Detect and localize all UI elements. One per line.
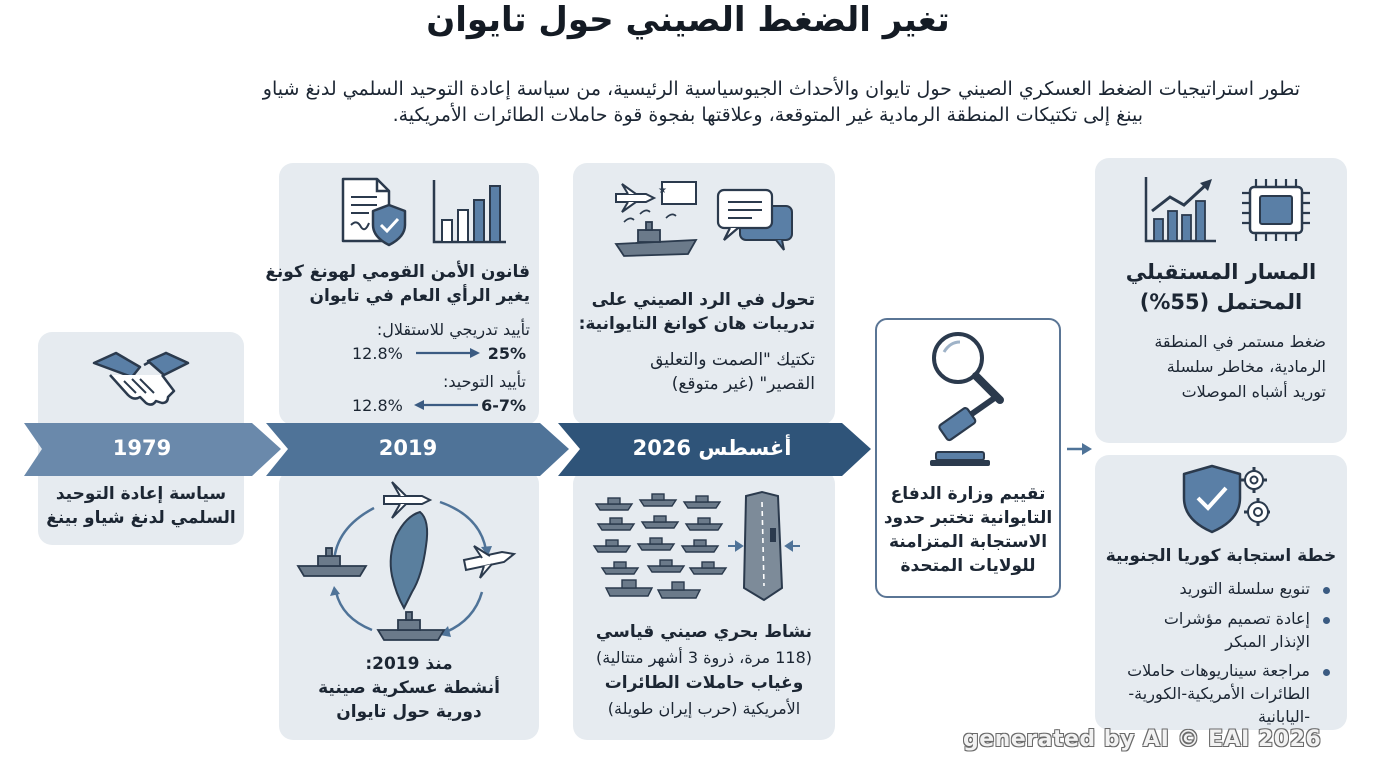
card-2019-heading-2: يغير الرأي العام في تايوان xyxy=(309,286,530,306)
card-2019b-line-2: أنشطة عسكرية صينية xyxy=(318,678,500,698)
warship-icon-1 xyxy=(298,548,366,576)
aircraft-flag-ship-icon xyxy=(612,178,702,260)
korea-item-3-line-3: -اليابانية xyxy=(1258,707,1310,726)
subtitle-line-2: بينغ إلى تكتيكات المنطقة الرمادية غير المتوقعة، وعلاقتها بفجوة قوة حاملات الطائرات الأمريكية. xyxy=(392,104,1143,126)
card-2019-heading-1: قانون الأمن القومي لهونغ كونغ xyxy=(265,262,530,282)
korea-heading: خطة استجابة كوريا الجنوبية xyxy=(1105,546,1337,566)
korea-item-3-line-1: مراجعة سيناريوهات حاملات xyxy=(1127,661,1310,680)
decrease-arrow xyxy=(412,398,480,412)
independence-label: تأييد تدريجي للاستقلال: xyxy=(376,320,530,339)
future-heading-1: المسار المستقبلي xyxy=(1125,260,1317,284)
microchip-icon xyxy=(1238,175,1312,245)
korea-item-2-line-2: الإنذار المبكر xyxy=(1225,632,1310,651)
subtitle-line-1: تطور استراتيجيات الضغط العسكري الصيني حول تايوان والأحداث الجيوسياسية الرئيسية، من سياسة إعادة التوحيد السلمي لدنغ شياو xyxy=(262,78,1300,100)
card-2019b-line-3: دورية حول تايوان xyxy=(336,702,482,722)
card-2019b-line-1: منذ 2019: xyxy=(365,654,453,674)
korea-bullet-1 xyxy=(1323,587,1330,594)
label-aug-2026: أغسطس 2026 xyxy=(632,436,792,460)
future-body-2: الرمادية، مخاطر سلسلة xyxy=(1166,357,1326,376)
unification-from: 6-7% xyxy=(481,396,526,415)
watermark: generated by AI © EAI 2026 xyxy=(963,727,1322,752)
assessment-line-2: التايوانية تختبر حدود xyxy=(883,508,1053,528)
growth-chart-icon xyxy=(1142,175,1218,245)
page-title: تغير الضغط الصيني حول تايوان xyxy=(426,0,950,40)
future-body-3: توريد أشباه الموصلات xyxy=(1181,382,1326,401)
taiwan-cycle-icon xyxy=(296,480,524,648)
connector-arrowhead xyxy=(1082,443,1092,455)
bar-chart-icon xyxy=(430,178,508,246)
magnifier-gavel-icon xyxy=(922,326,1016,468)
korea-bullet-2 xyxy=(1323,617,1330,624)
card-2026b-line-4: الأمريكية (حرب إيران طويلة) xyxy=(607,699,801,718)
fighter-jet-icon-1 xyxy=(384,482,430,518)
future-body-1: ضغط مستمر في المنطقة xyxy=(1154,332,1326,351)
korea-bullet-3 xyxy=(1323,669,1330,676)
card-1979-line-2: السلمي لدنغ شياو بينغ xyxy=(46,508,236,528)
increase-arrow xyxy=(414,346,482,360)
handshake-icon xyxy=(88,345,194,411)
unification-to: 12.8% xyxy=(352,396,403,415)
korea-item-1-line-1: تنويع سلسلة التوريد xyxy=(1179,579,1310,598)
document-shield-icon xyxy=(337,175,409,247)
independence-from: 12.8% xyxy=(352,344,403,363)
warship-icon-2 xyxy=(378,612,444,640)
svg-text:★: ★ xyxy=(658,185,667,196)
assessment-line-1: تقييم وزارة الدفاع xyxy=(890,484,1046,504)
assessment-line-4: للولايات المتحدة xyxy=(900,556,1036,576)
card-2026-heading-2: تدريبات هان كوانغ التايوانية: xyxy=(578,314,815,334)
korea-item-3-line-2: الطائرات الأمريكية-الكورية- xyxy=(1128,684,1310,703)
card-1979-line-1: سياسة إعادة التوحيد xyxy=(55,484,227,504)
card-2026-heading-1: تحول في الرد الصيني على xyxy=(591,290,815,310)
shield-gears-icon xyxy=(1180,462,1270,534)
card-2026-body-2: القصير" (غير متوقع) xyxy=(671,374,815,394)
chat-bubbles-icon xyxy=(716,188,796,252)
naval-fleet-icon xyxy=(592,488,814,606)
independence-to: 25% xyxy=(487,344,526,363)
card-2026b-line-2: (118 مرة، ذروة 3 أشهر متتالية) xyxy=(595,648,812,667)
card-2026b-line-3: وغياب حاملات الطائرات xyxy=(604,673,804,693)
card-2026b-line-1: نشاط بحري صيني قياسي xyxy=(595,622,813,642)
korea-item-2-line-1: إعادة تصميم مؤشرات xyxy=(1163,609,1310,628)
card-2026-body-1: تكتيك "الصمت والتعليق xyxy=(650,350,815,370)
unification-label: تأييد التوحيد: xyxy=(442,372,526,391)
future-heading-2: المحتمل (55%) xyxy=(1139,290,1303,314)
label-2019: 2019 xyxy=(378,436,438,460)
label-1979: 1979 xyxy=(112,436,172,460)
assessment-line-3: الاستجابة المتزامنة xyxy=(888,532,1048,552)
